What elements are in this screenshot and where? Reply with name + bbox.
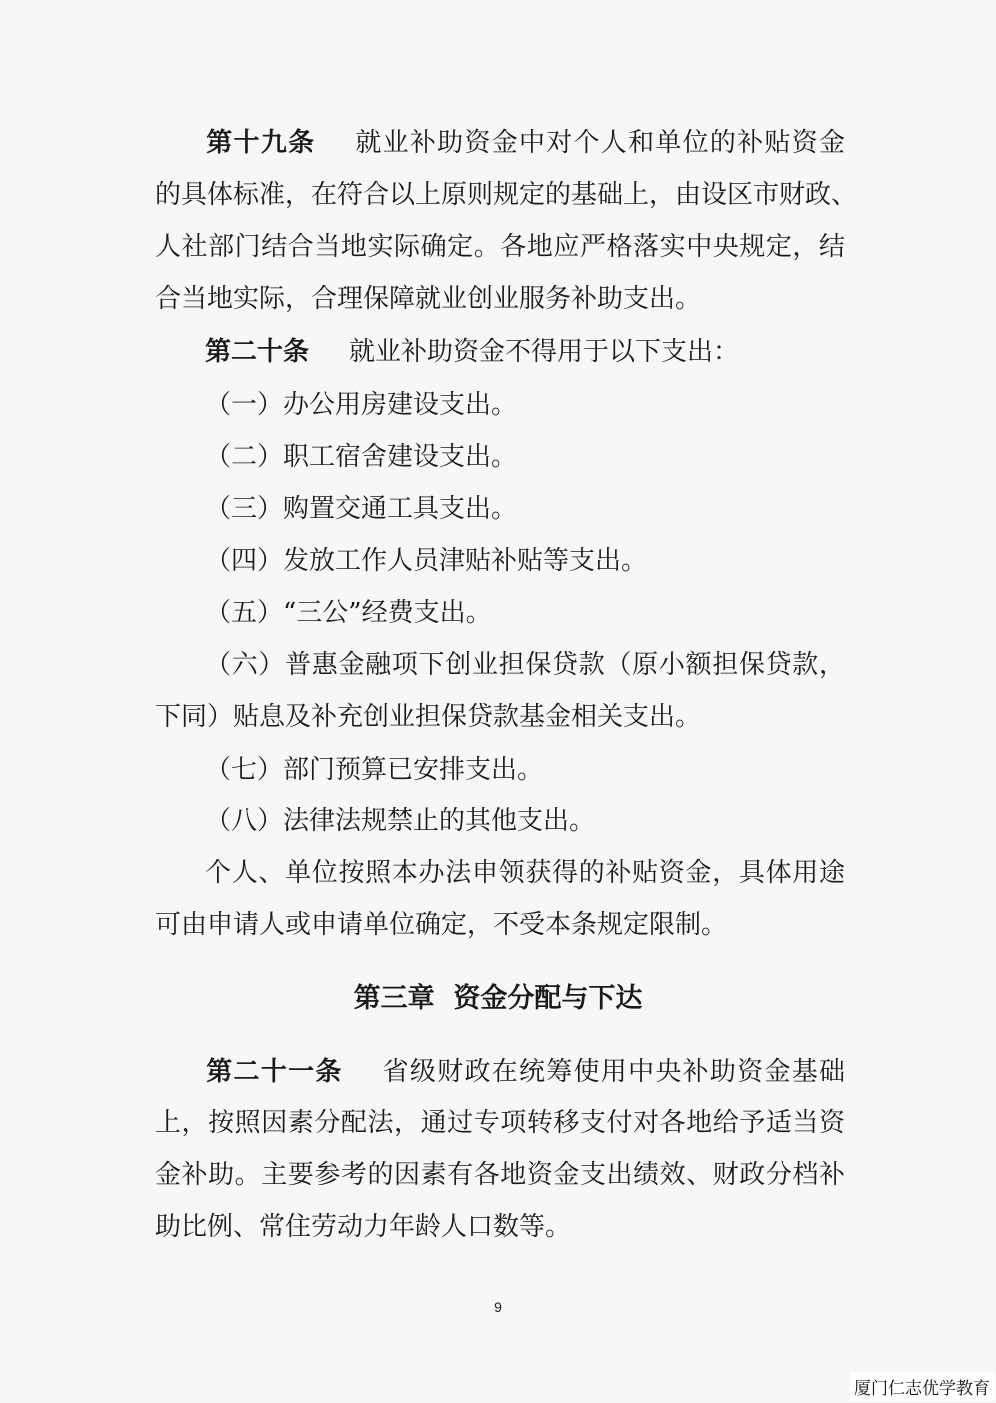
list-item: （三）购置交通工具支出。	[205, 494, 518, 524]
list-item: （四）发放工作人员津贴补贴等支出。	[205, 546, 648, 576]
article21-line-2: 上，按照因素分配法，通过专项转移支付对各地给予适当资	[155, 1108, 845, 1138]
list-item-continuation: 下同）贴息及补充创业担保贷款基金相关支出。	[155, 702, 702, 732]
article21-line-1: 第二十一条 省级财政在统筹使用中央补助资金基础	[205, 1057, 845, 1087]
article20-closing-line-1: 个人、单位按照本办法申领获得的补贴资金，具体用途	[205, 858, 845, 888]
article20-heading: 第二十条	[205, 337, 310, 367]
article19-heading: 第十九条	[205, 128, 316, 158]
watermark-label: 厦门仁志优学教育	[850, 1372, 994, 1401]
article21-line-3: 金补助。主要参考的因素有各地资金支出绩效、财政分档补	[155, 1160, 845, 1190]
list-item: （八）法律法规禁止的其他支出。	[205, 806, 596, 836]
article21-line-4: 助比例、常住劳动力年龄人口数等。	[155, 1212, 572, 1242]
list-item: （六）普惠金融项下创业担保贷款（原小额担保贷款，	[205, 650, 845, 680]
list-item: （二）职工宿舍建设支出。	[205, 442, 518, 472]
article19-line-2: 的具体标准，在符合以上原则规定的基础上，由设区市财政、	[155, 180, 858, 210]
list-item: （五）“三公”经费支出。	[205, 598, 492, 628]
page-number: 9	[494, 1299, 502, 1315]
article19-line-1: 第十九条 就业补助资金中对个人和单位的补贴资金	[205, 128, 845, 158]
article20-closing-line-2: 可由申请人或申请单位确定，不受本条规定限制。	[155, 910, 728, 940]
article19-line-4: 合当地实际，合理保障就业创业服务补助支出。	[155, 284, 702, 314]
chapter-title: 第三章 资金分配与下达	[353, 983, 643, 1014]
article20-line-1: 第二十条 就业补助资金不得用于以下支出：	[205, 337, 740, 367]
article21-heading: 第二十一条	[205, 1057, 343, 1087]
article19-line-3: 人社部门结合当地实际确定。各地应严格落实中央规定，结	[155, 232, 845, 262]
list-item: （七）部门预算已安排支出。	[205, 755, 544, 785]
list-item: （一）办公用房建设支出。	[205, 390, 518, 420]
